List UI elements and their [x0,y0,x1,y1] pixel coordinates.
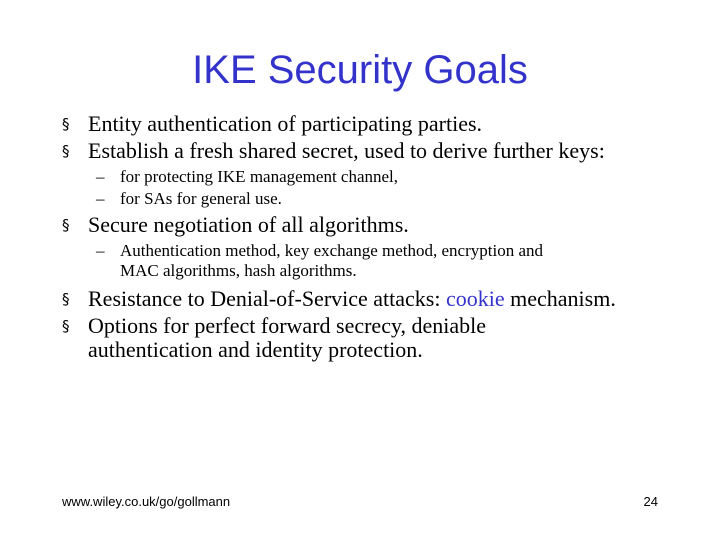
bullet-text: Entity authentication of participating parties. [88,111,483,136]
bullet-text-line2: authentication and identity protection. [88,337,423,362]
footer-url: www.wiley.co.uk/go/gollmann [62,494,231,509]
bullet-marker-icon: § [62,290,70,308]
dash-icon: – [96,189,105,208]
bullet-text-line1: Options for perfect forward secrecy, deniable [88,313,487,338]
bullet-text: Secure negotiation of all algorithms. [88,212,409,237]
bullet-marker-icon: § [62,216,70,234]
bullet-text: Establish a fresh shared secret, used to derive further keys: [88,138,605,163]
bullet-item [62,213,702,237]
bullet-text-after: mechanism. [504,286,616,311]
bullet-text-before: Resistance to Denial-of-Service attacks: [88,286,446,311]
bullet-item [62,314,702,362]
sub-bullet-item [96,167,696,187]
cookie-highlight: cookie [445,286,505,311]
dash-icon: – [96,241,105,260]
sub-bullet-text-line2: MAC algorithms, hash algorithms. [120,261,357,280]
page-number: 24 [643,494,658,509]
sub-bullet-item [96,241,706,281]
bullet-item [62,139,702,163]
slide-title: IKE Security Goals [192,48,528,92]
sub-bullet-item [96,189,696,209]
sub-bullet-text: for protecting IKE management channel, [120,167,399,186]
bullet-marker-icon: § [62,142,70,160]
bullet-marker-icon: § [62,317,70,335]
sub-bullet-text-line1: Authentication method, key exchange method, encryption and [120,241,543,260]
dash-icon: – [96,167,105,186]
bullet-text [62,287,712,311]
bullet-item [62,287,712,311]
sub-bullet-text: for SAs for general use. [120,189,282,208]
bullet-marker-icon: § [62,115,70,133]
bullet-item [62,112,702,136]
